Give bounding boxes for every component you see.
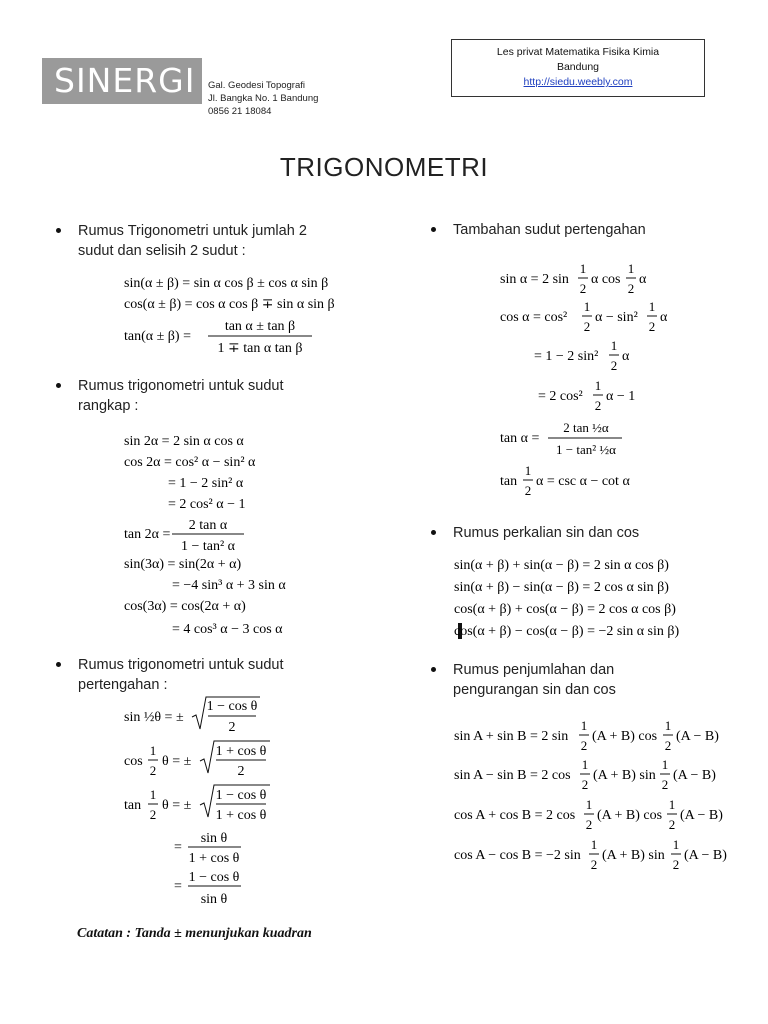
- fraction-numerator: 1: [524, 463, 532, 478]
- formula-line: = 2 cos² α − 1: [168, 497, 246, 512]
- fraction-denominator: 2: [583, 319, 591, 334]
- formula-line: (A + B) cos: [592, 729, 658, 744]
- bullet-text: Tambahan sudut pertengahan: [453, 222, 646, 238]
- fraction-denominator: 2: [228, 720, 236, 735]
- formula-line: cos α = cos²: [500, 310, 568, 325]
- formula-line: tan: [500, 474, 518, 489]
- fraction-denominator: 2: [668, 817, 676, 832]
- formula-line: (A + B) sin: [602, 848, 665, 863]
- info-box: [451, 39, 705, 97]
- formula-line: α − sin²: [595, 310, 638, 325]
- address-line: Jl. Bangka No. 1 Bandung: [208, 93, 319, 104]
- bullet-sum-difference: [78, 221, 307, 261]
- fraction-denominator: 2: [590, 857, 598, 872]
- fraction-numerator: 1: [672, 837, 680, 852]
- bullet-text: Rumus trigonometri untuk sudut: [78, 657, 284, 673]
- fraction-numerator: 1: [579, 261, 587, 276]
- bullet-text: pertengahan :: [78, 677, 168, 693]
- formula-line: sin ½θ = ±: [124, 710, 184, 725]
- formula-line: = 4 cos³ α − 3 cos α: [172, 622, 283, 637]
- fraction-denominator: sin θ: [200, 892, 228, 907]
- fraction-numerator: 1: [648, 299, 656, 314]
- formula-line: tan(α ± β) =: [124, 329, 191, 344]
- note-text: Catatan : Tanda ± menunjukan kuadran: [77, 926, 312, 941]
- fraction-denominator: 1 ∓ tan α tan β: [217, 341, 303, 356]
- formula-line: = 2 cos²: [538, 389, 583, 404]
- fraction-denominator: 2: [579, 281, 587, 296]
- formula-line: sin A + sin B = 2 sin: [454, 729, 569, 744]
- fraction-numerator: 1: [661, 757, 669, 772]
- fraction-numerator: 1: [580, 718, 588, 733]
- bullet-sum-to-product: [453, 660, 616, 700]
- phone-line: 0856 21 18084: [208, 106, 272, 117]
- fraction-numerator: 2 tan ½α: [563, 420, 609, 435]
- fraction-numerator: 1: [149, 743, 157, 758]
- formula-line: = 1 − 2 sin²: [534, 349, 599, 364]
- formula-line: θ = ±: [162, 754, 192, 769]
- fraction-denominator: 2: [149, 763, 157, 778]
- formula-line: tan: [124, 798, 142, 813]
- fraction-numerator: 1 + cos θ: [215, 744, 267, 759]
- fraction-denominator: 1 − tan² ½α: [556, 442, 616, 457]
- formula-line: sin(3α) = sin(2α + α): [124, 557, 242, 572]
- formula-product: [448, 553, 738, 643]
- formula-line: (A − B): [676, 729, 719, 744]
- formula-line: (A − B): [673, 768, 716, 783]
- info-line: Bandung: [556, 61, 600, 73]
- formula-line: = 1 − 2 sin² α: [168, 476, 244, 491]
- bullet-text: sudut dan selisih 2 sudut :: [78, 243, 246, 259]
- equals-sign: =: [174, 879, 182, 894]
- fraction-numerator: tan α ± tan β: [224, 319, 296, 334]
- fraction-denominator: 2: [648, 319, 656, 334]
- fraction-numerator: 1: [149, 787, 157, 802]
- formula-sum-to-product: [448, 718, 748, 878]
- fraction-denominator: 2: [610, 358, 618, 373]
- sinergi-logo: SINERGI: [42, 58, 202, 104]
- formula-line: (A + B) cos: [597, 808, 663, 823]
- fraction-denominator: 1 − tan² α: [180, 539, 236, 554]
- bullet-product: [453, 523, 639, 543]
- formula-line: = −4 sin³ α + 3 sin α: [172, 578, 286, 593]
- formula-line: α = csc α − cot α: [536, 474, 630, 489]
- fraction-numerator: 1: [664, 718, 672, 733]
- fraction-denominator: 2: [672, 857, 680, 872]
- formula-line: sin A − sin B = 2 cos: [454, 768, 571, 783]
- fraction-denominator: 2: [237, 764, 245, 779]
- fraction-numerator: 1: [627, 261, 635, 276]
- bullet-text: pengurangan sin dan cos: [453, 682, 616, 698]
- fraction-denominator: 2: [594, 398, 602, 413]
- fraction-numerator: 1: [594, 378, 602, 393]
- bullet-dot: [56, 228, 61, 233]
- formula-line: α − 1: [606, 389, 636, 404]
- formula-line: cos A − cos B = −2 sin: [454, 848, 581, 863]
- formula-line: sin(α + β) + sin(α − β) = 2 sin α cos β): [454, 558, 669, 573]
- bullet-text: rangkap :: [78, 398, 139, 414]
- bullet-dot: [56, 383, 61, 388]
- bullet-text: Rumus trigonometri untuk sudut: [78, 378, 284, 394]
- bullet-text: Rumus Trigonometri untuk jumlah 2: [78, 223, 307, 239]
- fraction-numerator: 1 − cos θ: [215, 788, 267, 803]
- formula-line: cos: [124, 754, 143, 769]
- fraction-numerator: 1: [585, 797, 593, 812]
- formula-line: θ = ±: [162, 798, 192, 813]
- formula-line: tan 2α =: [124, 527, 171, 542]
- formula-sum-difference: [110, 268, 390, 360]
- formula-line: (A + B) sin: [593, 768, 656, 783]
- fraction-denominator: 2: [581, 777, 589, 792]
- formula-line: cos(3α) = cos(2α + α): [124, 599, 246, 614]
- formula-double-angle: [110, 426, 370, 646]
- fraction-denominator: 2: [580, 738, 588, 753]
- formula-line: α cos: [591, 272, 621, 287]
- bullet-dot: [56, 662, 61, 667]
- bullet-half-angle: [78, 655, 284, 695]
- formula-line: (A − B): [684, 848, 727, 863]
- equals-sign: =: [174, 840, 182, 855]
- address-block: [208, 79, 318, 118]
- fraction-denominator: 2: [149, 807, 157, 822]
- fraction-denominator: 1 + cos θ: [188, 851, 240, 866]
- fraction-denominator: 2: [627, 281, 635, 296]
- bullet-dot: [431, 530, 436, 535]
- formula-line: α: [660, 310, 668, 325]
- bullet-text: Rumus penjumlahan dan: [453, 662, 615, 678]
- formula-line: (A − B): [680, 808, 723, 823]
- fraction-denominator: 2: [661, 777, 669, 792]
- fraction-denominator: 2: [585, 817, 593, 832]
- formula-line: α: [639, 272, 647, 287]
- formula-half-angle: [110, 693, 380, 913]
- fraction-denominator: 1 + cos θ: [215, 808, 267, 823]
- formula-line: tan α =: [500, 431, 540, 446]
- formula-line: sin(α + β) − sin(α − β) = 2 cos α sin β): [454, 580, 669, 595]
- fraction-denominator: 2: [524, 483, 532, 498]
- formula-line: sin α = 2 sin: [500, 272, 569, 287]
- fraction-numerator: 1 − cos θ: [188, 870, 240, 885]
- formula-line: α: [622, 349, 630, 364]
- fraction-denominator: 2: [664, 738, 672, 753]
- info-line: Les privat Matematika Fisika Kimia: [496, 46, 660, 58]
- bullet-double-angle: [78, 376, 284, 416]
- formula-line: cos 2α = cos² α − sin² α: [124, 455, 256, 470]
- formula-line: sin(α ± β) = sin α cos β ± cos α sin β: [124, 276, 329, 291]
- bullet-dot: [431, 667, 436, 672]
- fraction-numerator: 1: [668, 797, 676, 812]
- fraction-numerator: 1: [590, 837, 598, 852]
- fraction-numerator: 1: [583, 299, 591, 314]
- address-line: Gal. Geodesi Topografi: [208, 80, 305, 91]
- fraction-numerator: 1 − cos θ: [206, 699, 258, 714]
- fraction-numerator: 2 tan α: [188, 518, 228, 533]
- page-title: TRIGONOMETRI: [279, 152, 489, 182]
- formula-line: cos(α + β) + cos(α − β) = 2 cos α cos β): [454, 602, 676, 617]
- formula-half-angle-addition: [490, 255, 730, 500]
- fraction-numerator: sin θ: [200, 831, 228, 846]
- formula-line: cos(α ± β) = cos α cos β ∓ sin α sin β: [124, 297, 335, 312]
- website-link[interactable]: http://siedu.weebly.com: [523, 76, 633, 88]
- bullet-half-angle-addition: [453, 220, 646, 240]
- bullet-text: Rumus perkalian sin dan cos: [453, 525, 640, 541]
- bullet-dot: [431, 227, 436, 232]
- formula-line: sin 2α = 2 sin α cos α: [124, 434, 244, 449]
- fraction-numerator: 1: [581, 757, 589, 772]
- fraction-numerator: 1: [610, 338, 618, 353]
- formula-line: cos A + cos B = 2 cos: [454, 808, 576, 823]
- formula-line: cos(α + β) − cos(α − β) = −2 sin α sin β): [454, 624, 680, 639]
